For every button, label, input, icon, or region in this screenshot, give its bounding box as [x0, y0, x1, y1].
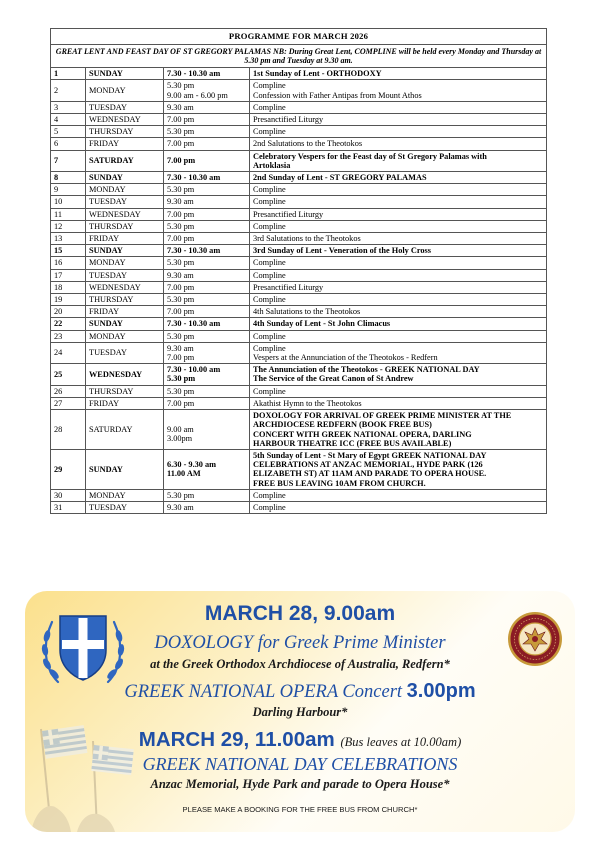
banner-march-29 — [25, 728, 575, 752]
row-event — [250, 184, 547, 196]
row-date: 29 — [51, 449, 86, 489]
row-day: WEDNESDAY — [86, 364, 164, 385]
row-time-line: 5.30 pm — [167, 221, 195, 231]
row-time — [164, 269, 250, 281]
row-day: SATURDAY — [86, 150, 164, 171]
row-time — [164, 318, 250, 330]
row-time-line: 7.00 pm — [167, 398, 195, 408]
programme-row — [51, 269, 547, 281]
row-time — [164, 342, 250, 363]
row-day: FRIDAY — [86, 138, 164, 150]
row-time — [164, 172, 250, 184]
row-time-line: 7.00 pm — [167, 307, 195, 317]
row-day: THURSDAY — [86, 126, 164, 138]
row-time-line: 9.00 am - 6.00 pm — [167, 90, 228, 100]
row-event-line: Compline — [253, 258, 286, 268]
row-time — [164, 68, 250, 80]
row-event-line: 2nd Sunday of Lent - ST GREGORY PALAMAS — [253, 173, 427, 183]
programme-row — [51, 196, 547, 208]
row-event — [250, 397, 547, 409]
row-time — [164, 410, 250, 450]
row-event — [250, 364, 547, 385]
programme-row — [51, 126, 547, 138]
row-event-line: 4th Salutations to the Theotokos — [253, 307, 361, 317]
programme-row — [51, 306, 547, 318]
programme-row — [51, 220, 547, 232]
row-event-line: Akathist Hymn to the Theotokos — [253, 398, 362, 408]
programme-row — [51, 364, 547, 385]
row-event-line: Compline — [253, 343, 286, 353]
row-time — [164, 306, 250, 318]
row-date: 15 — [51, 245, 86, 257]
row-date: 19 — [51, 294, 86, 306]
row-event — [250, 245, 547, 257]
row-time-line: 5.30 pm — [167, 295, 195, 305]
row-event-line: HARBOUR THEATRE ICC (FREE BUS AVAILABLE) — [253, 438, 452, 448]
row-time-line: 7.00 pm — [167, 156, 196, 166]
row-day: TUESDAY — [86, 269, 164, 281]
row-date: 27 — [51, 397, 86, 409]
banner-booking-note: PLEASE MAKE A BOOKING FOR THE FREE BUS FROM CHURCH* — [182, 805, 418, 814]
row-date: 6 — [51, 138, 86, 150]
row-time-line: 7.00 pm — [167, 353, 195, 363]
row-date: 25 — [51, 364, 86, 385]
row-time — [164, 281, 250, 293]
banner-doxology: DOXOLOGY for Greek Prime Minister — [154, 633, 446, 653]
row-date: 4 — [51, 114, 86, 126]
row-time — [164, 208, 250, 220]
row-time — [164, 397, 250, 409]
row-event-line: ARCHDIOCESE REDFERN (BOOK FREE BUS) — [253, 420, 432, 430]
row-time — [164, 233, 250, 245]
programme-row — [51, 449, 547, 489]
row-event-line: ELIZABETH ST) AT 11AM AND PARADE TO OPERA HOUSE. — [253, 469, 487, 479]
programme-sheet — [50, 28, 546, 514]
row-day: MONDAY — [86, 184, 164, 196]
row-day: TUESDAY — [86, 342, 164, 363]
row-event-line: 5th Sunday of Lent - St Mary of Egypt GREEK NATIONAL DAY — [253, 450, 487, 460]
row-event-line: 3rd Sunday of Lent - Veneration of the Holy Cross — [253, 246, 432, 256]
row-day: THURSDAY — [86, 220, 164, 232]
row-time — [164, 114, 250, 126]
row-date: 23 — [51, 330, 86, 342]
row-event-line: Presanctified Liturgy — [253, 115, 324, 125]
row-time-line: 7.00 pm — [167, 139, 195, 149]
row-event — [250, 68, 547, 80]
row-day: WEDNESDAY — [86, 114, 164, 126]
programme-row — [51, 342, 547, 363]
banner-national-day: GREEK NATIONAL DAY CELEBRATIONS — [142, 754, 458, 774]
row-time-line: 9.30 am — [167, 197, 194, 207]
row-date: 10 — [51, 196, 86, 208]
programme-row — [51, 489, 547, 501]
row-event — [250, 101, 547, 113]
row-date: 16 — [51, 257, 86, 269]
row-event-line: Confession with Father Antipas from Mount Athos — [253, 90, 422, 100]
row-time-line: 7.00 pm — [167, 209, 195, 219]
row-date: 28 — [51, 410, 86, 450]
row-event — [250, 172, 547, 184]
row-event-line: Compline — [253, 221, 286, 231]
row-date: 31 — [51, 501, 86, 513]
row-event-line: Celebratory Vespers for the Feast day of St Gregory Palamas with — [253, 151, 487, 161]
row-time-line: 5.30 pm — [167, 127, 195, 137]
programme-row — [51, 410, 547, 450]
row-time — [164, 294, 250, 306]
row-event — [250, 126, 547, 138]
programme-row — [51, 184, 547, 196]
row-event — [250, 385, 547, 397]
programme-row — [51, 68, 547, 80]
row-day: TUESDAY — [86, 196, 164, 208]
programme-row — [51, 318, 547, 330]
banner-opera-concert — [25, 680, 575, 703]
row-event — [250, 208, 547, 220]
row-event — [250, 150, 547, 171]
row-time — [164, 364, 250, 385]
programme-table — [50, 28, 547, 514]
row-time — [164, 184, 250, 196]
row-event-line: 1st Sunday of Lent - ORTHODOXY — [253, 69, 382, 79]
programme-row — [51, 385, 547, 397]
row-time-line: 7.00 pm — [167, 234, 195, 244]
row-day: MONDAY — [86, 330, 164, 342]
banner-opera-label: GREEK NATIONAL OPERA Concert — [124, 682, 407, 702]
programme-row — [51, 208, 547, 220]
programme-row — [51, 233, 547, 245]
programme-row — [51, 397, 547, 409]
row-event-line: Compline — [253, 502, 286, 512]
row-day: SUNDAY — [86, 245, 164, 257]
row-day: FRIDAY — [86, 397, 164, 409]
row-event-line: Compline — [253, 127, 286, 137]
row-event-line: FREE BUS LEAVING 10AM FROM CHURCH. — [253, 478, 426, 488]
row-time — [164, 501, 250, 513]
row-date: 3 — [51, 101, 86, 113]
programme-row — [51, 330, 547, 342]
row-date: 9 — [51, 184, 86, 196]
row-day: FRIDAY — [86, 233, 164, 245]
row-time-line: 7.00 pm — [167, 282, 195, 292]
row-event — [250, 233, 547, 245]
row-event — [250, 410, 547, 450]
row-time-line: 7.30 - 10.30 am — [167, 69, 221, 79]
row-date: 22 — [51, 318, 86, 330]
row-event-line: Compline — [253, 270, 286, 280]
row-event-line: The Service of the Great Canon of St Andrew — [253, 374, 414, 384]
banner-opera-time: 3.00pm — [406, 680, 476, 702]
row-date: 17 — [51, 269, 86, 281]
row-event — [250, 294, 547, 306]
row-day: MONDAY — [86, 80, 164, 101]
row-time — [164, 385, 250, 397]
row-event-line: 4th Sunday of Lent - St John Climacus — [253, 319, 391, 329]
row-date: 11 — [51, 208, 86, 220]
row-time-line: 9.30 am — [167, 502, 194, 512]
row-time-line: 5.30 pm — [167, 374, 196, 384]
row-date: 18 — [51, 281, 86, 293]
row-event — [250, 342, 547, 363]
row-time-line: 5.30 pm — [167, 386, 195, 396]
row-date: 30 — [51, 489, 86, 501]
row-day: MONDAY — [86, 257, 164, 269]
row-event-line: Vespers at the Annunciation of the Theotokos - Redfern — [253, 353, 438, 363]
row-day: SATURDAY — [86, 410, 164, 450]
row-time — [164, 330, 250, 342]
row-event-line: Compline — [253, 197, 286, 207]
programme-row — [51, 257, 547, 269]
row-day: WEDNESDAY — [86, 208, 164, 220]
row-time-line: 5.30 pm — [167, 81, 195, 91]
row-event-line: The Annunciation of the Theotokos - GREEK NATIONAL DAY — [253, 365, 480, 375]
row-event-line: CONCERT WITH GREEK NATIONAL OPERA, DARLING — [253, 429, 472, 439]
row-event — [250, 138, 547, 150]
row-day: TUESDAY — [86, 101, 164, 113]
row-time — [164, 220, 250, 232]
row-event-line: Compline — [253, 102, 286, 112]
row-event — [250, 114, 547, 126]
row-event — [250, 489, 547, 501]
row-date: 13 — [51, 233, 86, 245]
row-date: 8 — [51, 172, 86, 184]
row-day: SUNDAY — [86, 449, 164, 489]
programme-row — [51, 294, 547, 306]
row-time — [164, 257, 250, 269]
row-event — [250, 306, 547, 318]
row-time-line: 7.30 - 10.30 am — [167, 319, 221, 329]
programme-row — [51, 80, 547, 101]
lent-note: GREAT LENT AND FEAST DAY OF ST GREGORY PALAMAS NB: During Great Lent, COMPLINE will be held every Monday and Thursday at 5.30 pm and Tuesday at 9.30 am. — [51, 45, 547, 68]
row-event-line: Artoklasia — [253, 160, 291, 170]
row-date: 5 — [51, 126, 86, 138]
programme-row — [51, 281, 547, 293]
banner-march-28: MARCH 28, 9.00am — [204, 602, 396, 625]
row-event — [250, 449, 547, 489]
row-event-line: DOXOLOGY FOR ARRIVAL OF GREEK PRIME MINISTER AT THE — [253, 411, 512, 421]
row-day: THURSDAY — [86, 294, 164, 306]
row-time — [164, 449, 250, 489]
programme-row — [51, 138, 547, 150]
row-time-line: 5.30 pm — [167, 331, 195, 341]
row-time-line: 6.30 - 9.30 am — [167, 460, 217, 470]
row-date: 2 — [51, 80, 86, 101]
row-date: 7 — [51, 150, 86, 171]
row-time — [164, 245, 250, 257]
row-time-line — [167, 416, 246, 425]
row-event-line: Presanctified Liturgy — [253, 209, 324, 219]
row-event-line: CELEBRATIONS AT ANZAC MEMORIAL, HYDE PARK (126 — [253, 460, 483, 470]
row-time — [164, 126, 250, 138]
programme-row — [51, 101, 547, 113]
row-time-line: 7.00 pm — [167, 115, 195, 125]
programme-row — [51, 114, 547, 126]
row-time-line: 9.30 am — [167, 270, 194, 280]
row-event — [250, 196, 547, 208]
programme-row — [51, 150, 547, 171]
row-time-line: 11.00 AM — [167, 469, 201, 479]
row-time — [164, 489, 250, 501]
programme-title: PROGRAMME FOR MARCH 2026 — [51, 29, 547, 45]
row-event — [250, 501, 547, 513]
row-time-line: 5.30 pm — [167, 490, 195, 500]
row-event — [250, 330, 547, 342]
row-date: 26 — [51, 385, 86, 397]
row-time — [164, 138, 250, 150]
row-time-line: 7.30 - 10.30 am — [167, 173, 221, 183]
row-event — [250, 318, 547, 330]
row-day: FRIDAY — [86, 306, 164, 318]
banner-anzac-memorial: Anzac Memorial, Hyde Park and parade to Opera House* — [150, 777, 450, 791]
row-time — [164, 80, 250, 101]
row-time-line: 9.30 am — [167, 102, 194, 112]
row-day: SUNDAY — [86, 318, 164, 330]
row-date: 12 — [51, 220, 86, 232]
row-time — [164, 196, 250, 208]
row-day: MONDAY — [86, 489, 164, 501]
row-day: SUNDAY — [86, 68, 164, 80]
programme-row — [51, 245, 547, 257]
row-day: WEDNESDAY — [86, 281, 164, 293]
banner-darling-harbour: Darling Harbour* — [252, 705, 348, 719]
row-time-line: 9.30 am — [167, 343, 194, 353]
row-date: 20 — [51, 306, 86, 318]
row-event — [250, 269, 547, 281]
row-event-line: Presanctified Liturgy — [253, 282, 324, 292]
row-time-line: 7.30 - 10.00 am — [167, 365, 221, 375]
row-time — [164, 150, 250, 171]
event-banner — [25, 591, 575, 832]
banner-march-29-label: MARCH 29, 11.00am — [138, 728, 341, 751]
row-time-line: 5.30 pm — [167, 185, 195, 195]
row-date: 24 — [51, 342, 86, 363]
row-time-line: 7.30 - 10.30 am — [167, 246, 221, 256]
row-day: SUNDAY — [86, 172, 164, 184]
row-event-line: Compline — [253, 81, 286, 91]
row-event-line: Compline — [253, 386, 286, 396]
programme-row — [51, 172, 547, 184]
row-event-line: 3rd Salutations to the Theotokos — [253, 234, 361, 244]
row-day: TUESDAY — [86, 501, 164, 513]
row-time-line: 3.00pm — [167, 434, 193, 444]
row-event — [250, 80, 547, 101]
row-event — [250, 281, 547, 293]
row-event-line: Compline — [253, 490, 286, 500]
row-day: THURSDAY — [86, 385, 164, 397]
banner-bus-note: (Bus leaves at 10.00am) — [340, 735, 462, 749]
row-event-line: 2nd Salutations to the Theotokos — [253, 139, 363, 149]
row-time-line: 9.00 am — [167, 424, 194, 434]
row-event — [250, 220, 547, 232]
banner-archdiocese-location: at the Greek Orthodox Archdiocese of Australia, Redfern* — [150, 657, 450, 671]
row-time — [164, 101, 250, 113]
row-event-line: Compline — [253, 331, 286, 341]
row-event — [250, 257, 547, 269]
row-event-line: Compline — [253, 295, 286, 305]
programme-row — [51, 501, 547, 513]
row-date: 1 — [51, 68, 86, 80]
row-event-line: Compline — [253, 185, 286, 195]
row-time-line: 5.30 pm — [167, 258, 195, 268]
